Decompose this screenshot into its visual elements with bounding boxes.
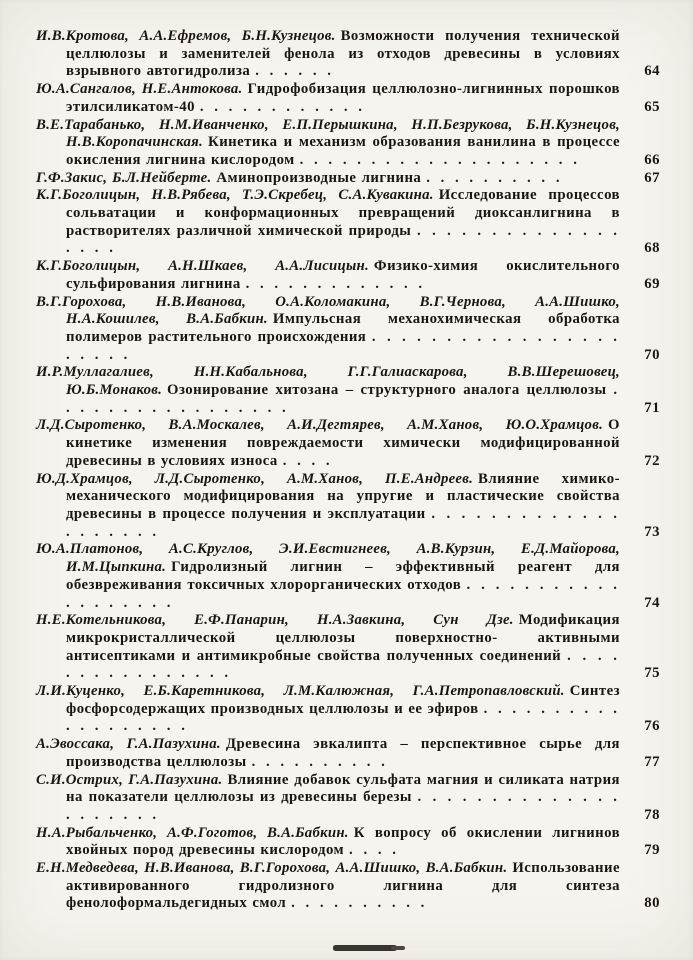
entry-authors: С.И.Острих, Г.А.Пазухина. [36,771,223,788]
entry-title: Влияние химико-механического модифицирования на упругие и пластические свойства древесины в процессе получения и эксплуатации [66,470,620,522]
entry-authors: Е.Н.Медведева, Н.В.Иванова, В.Г.Горохова, А.А.Шишко, В.А.Бабкин. [36,860,508,877]
dot-leader: . . . . . . . . . . . . . . . . . . . . . . [66,328,620,363]
toc-entry [36,417,660,470]
entry-authors: Ю.А.Сангалов, Н.Е.Антокова. [36,81,243,98]
dot-leader: . . . . . . . . . . . . . . . . . . [66,222,620,257]
entry-authors: А.Эвоссака, Г.А.Пазухина. [36,736,221,753]
entry-title: Кинетика и механизм образования ванилина в процессе окисления лигнина кислородом [66,134,620,168]
dot-leader: . . . . . . . . . . [251,753,388,770]
entry-authors: Ю.Д.Храмцов, Л.Д.Сыротенко, А.М.Ханов, П.Е.Андреев. [36,470,474,487]
entry-page-number: 72 [644,452,660,469]
toc-entry [36,294,660,365]
entry-page-number: 75 [644,665,660,682]
dot-leader: . . . . [282,452,333,469]
entry-authors: Ю.А.Платонов, А.С.Круглов, Э.И.Евстигнеев, А.В.Курзин, Е.Д.Майорова, И.М.Цыпкина. [36,541,620,576]
toc-entry [36,736,660,771]
entry-title: Влияние добавок сульфата магния и силиката натрия на показатели целлюлозы из древесины березы [66,771,621,806]
toc-entry [36,772,660,825]
entry-title: Использование активированного гидролизного лигнина для синтеза фенолоформальдегидных смол [66,860,620,912]
dot-leader: . . . . . . . . . . . . . . . . [66,647,620,682]
toc-entry [36,683,660,736]
entry-title: Аминопроизводные лигнина [216,169,422,186]
dot-leader: . . . . . . . . . . . . . [245,275,426,292]
entry-page-number: 70 [644,346,660,363]
toc-entry [36,471,660,542]
entry-page-number: 69 [644,275,660,292]
scan-artifact-smudge [333,945,397,951]
dot-leader: . . . . . . . . . . . . . . . . . . . . . [66,789,620,823]
entry-authors: Л.Д.Сыротенко, В.А.Москалев, А.И.Дегтярев, А.М.Ханов, Ю.О.Храмцов. [36,417,604,434]
entry-page-number: 78 [644,806,660,823]
entry-page-number: 68 [644,240,660,257]
toc-entry [36,860,660,913]
entry-title: Исследование процессов сольватации и конформационных превращений диоксанлигнина в растворителях различной химической природы [66,187,620,239]
dot-leader: . . . . . . . . . . [426,169,563,186]
entry-authors: И.В.Кротова, А.А.Ефремов, Б.Н.Кузнецов. [36,28,336,44]
entry-title: О кинетике изменения повреждаемости химически модифицированной древесины в условиях износа [66,417,620,469]
entry-page-number: 79 [644,842,660,859]
toc-entry [36,364,660,417]
entry-title: Древесина эвкалипта – перспективное сырье для производства целлюлозы [66,736,620,770]
toc-entry [36,825,660,860]
entry-title: Импульсная механохимическая обработка полимеров растительного происхождения [66,311,620,345]
toc-entry [36,28,660,81]
entry-title: Озонирование хитозана – структурного аналога целлюлозы [167,382,607,399]
toc-entry [36,81,660,116]
dot-leader: . . . . . . . . . . . . . . . . . . . [66,700,620,735]
entry-authors: Н.А.Рыбальченко, А.Ф.Гоготов, В.А.Бабкин. [36,824,349,841]
toc-entry [36,258,660,293]
entry-authors: И.Р.Муллагалиев, Н.Н.Кабальнова, Г.Г.Галиаскарова, В.В.Шерешовец, Ю.Б.Монаков. [36,364,620,399]
entry-page-number: 80 [644,895,660,912]
entry-title: Модификация микрокристаллической целлюлозы поверхностно- активными антисептиками и антимикробные свойства полученных соединений [66,612,620,664]
toc-entry [36,541,660,612]
entry-title: Физико-химия окислительного сульфирования лигнина [66,258,620,292]
toc-entry [36,187,660,258]
entry-page-number: 77 [644,753,660,770]
entry-page-number: 64 [644,63,660,80]
entry-title: Возможности получения технической целлюлозы и заменителей фенола из отходов древесины в условиях взрывного автогидролиза [66,28,620,80]
dot-leader: . . . . . . . . . . . . . . . . . [66,382,621,416]
entry-title: К вопросу об окислении лигнинов хвойных пород древесины кислородом [66,824,621,859]
toc-entry-list [36,28,660,913]
entry-authors: Л.И.Куценко, Е.Б.Каретникова, Л.М.Калюжная, Г.А.Петропавловский. [36,683,565,700]
dot-leader: . . . . [349,842,399,859]
entry-authors: В.Е.Тарабанько, Н.М.Иванченко, Е.П.Перышкина, Н.П.Безрукова, Б.Н.Кузнецов, Н.В.Коропачинская. [36,116,620,151]
dot-leader: . . . . . . . . . . . . . . . . . . . [66,576,621,611]
entry-authors: Н.Е.Котельникова, Е.Ф.Панарин, Н.А.Завкина, Сун Дзе. [36,612,514,629]
entry-title: Гидрофобизация целлюлозно-лигнинных порошков этилсиликатом-40 [66,81,621,115]
dot-leader: . . . . . . . . . . . . . . . . . . . . [66,505,620,540]
toc-entry [36,117,660,170]
entry-page-number: 66 [644,151,660,168]
dot-leader: . . . . . . . . . . . . [199,98,365,115]
entry-page-number: 67 [644,169,660,186]
entry-page-number: 74 [644,594,660,611]
toc-entry [36,170,660,188]
entry-page-number: 71 [644,399,660,416]
dot-leader: . . . . . . [255,63,334,80]
entry-authors: В.Г.Горохова, Н.В.Иванова, О.А.Коломакина, В.Г.Чернова, А.А.Шишко, Н.А.Кошилев, В.А.Бабкин. [36,293,620,328]
entry-title: Гидролизный лигнин – эффективный реагент для обезвреживания токсичных хлорорганических отходов [66,559,620,593]
dot-leader: . . . . . . . . . . . . . . . . . . . . [299,151,580,168]
entry-title: Синтез фосфорсодержащих производных целлюлозы и ее эфиров [66,683,620,717]
entry-page-number: 76 [644,718,660,735]
entry-page-number: 73 [644,523,660,540]
entry-authors: К.Г.Боголицын, А.Н.Шкаев, А.А.Лисицын. [36,258,369,275]
dot-leader: . . . . . . . . . . [291,895,428,912]
toc-entry [36,612,660,683]
entry-page-number: 65 [644,98,660,115]
entry-authors: Г.Ф.Закис, Б.Л.Нейберте. [36,169,212,186]
entry-authors: К.Г.Боголицын, Н.В.Рябева, Т.Э.Скребец, С.А.Кувакина. [36,187,434,204]
